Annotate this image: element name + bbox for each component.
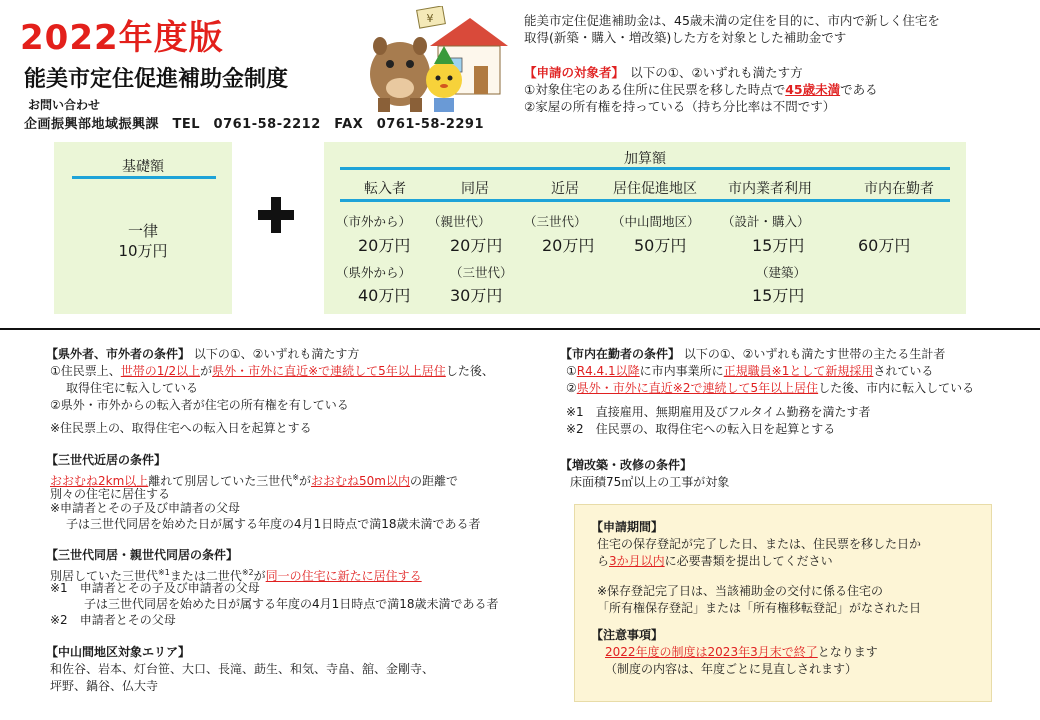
oc1-a: ①住民票上、 [50, 364, 121, 378]
co-sup1: ※1 [158, 568, 170, 577]
near-residence-heading: 【三世代近居の条件】 [46, 453, 167, 467]
row1-amount-area: 50万円 [634, 236, 687, 255]
col-head-cohabit: 同居 [461, 181, 489, 197]
nr-two-km: おおむね2km以上 [50, 474, 149, 488]
row1-amount-worker: 60万円 [858, 236, 911, 255]
application-note-1: ※保存登記完了日は、当該補助金の交付に係る住宅の [597, 584, 884, 598]
outsider-conditions-heading [46, 346, 359, 363]
row1-cond-nearby: （三世代） [524, 214, 587, 229]
notice-line-2: （制度の内容は、年度ごとに見直しされます） [605, 662, 858, 676]
ap2-three-months: 3か月以内 [609, 554, 665, 568]
mountain-area-heading: 【中山間地区対象エリア】 [46, 645, 191, 659]
svg-text:¥: ¥ [426, 12, 434, 25]
nr-sup: ※ [292, 473, 299, 482]
renovation-heading: 【増改築・改修の条件】 [560, 458, 693, 472]
near-residence-note-2: 子は三世代同居を始めた日が属する年度の4月1日時点で満18歳未満である者 [66, 517, 481, 531]
cohabit-note-2: 子は三世代同居を始めた日が属する年度の4月1日時点で満18歳未満である者 [84, 597, 499, 611]
addition-heading: 加算額 [624, 151, 666, 167]
target-heading [524, 64, 803, 81]
base-heading: 基礎額 [122, 159, 164, 175]
money-bill-icon [417, 6, 446, 28]
application-period-heading: 【申請期間】 [591, 520, 664, 534]
row1-amount-transfer: 20万円 [358, 236, 411, 255]
wc1-a: ① [566, 364, 577, 378]
cohabit-note-3: ※2 申請者とその父母 [50, 613, 176, 627]
cond1-post: である [840, 82, 878, 97]
outsider-heading-rest: 以下の①、②いずれも満たす方 [193, 347, 360, 361]
row2-cond-contractor: （建築） [756, 265, 807, 280]
cond1-pre: ①対象住宅のある住所に住民票を移した時点で [524, 82, 786, 97]
system-title: 能美市定住促進補助金制度 [24, 67, 289, 92]
wc2-a: ② [566, 381, 577, 395]
col-head-local-worker: 市内在勤者 [864, 181, 934, 197]
contact-info: 企画振興部地域振興課 TEL 0761-58-2212 FAX 0761-58-2291 [24, 117, 484, 132]
wc1-regular-staff: 正規職員※1として新規採用 [723, 364, 874, 378]
cohabit-note-1: ※1 申請者とその子及び申請者の父母 [50, 581, 260, 595]
co-a: 別居していた三世代 [50, 569, 159, 583]
worker-condition-2 [566, 380, 974, 397]
col-head-local-contractor: 市内業者利用 [728, 181, 812, 197]
near-residence-note-1: ※申請者とその子及び申請者の父母 [50, 501, 241, 515]
co-same-house: 同一の住宅に新たに居住する [265, 569, 422, 583]
outsider-heading-label: 【県外者、市外者の条件】 [46, 347, 191, 361]
row1-amount-cohabit: 20万円 [450, 236, 503, 255]
notice-line-1 [605, 644, 878, 661]
nr-fifty-m: おおむね50m以内 [311, 474, 410, 488]
outsider-condition-1-cont: 取得住宅に転入している [66, 381, 199, 395]
target-label: 【申請の対象者】 [524, 65, 618, 80]
wc2-c: した後、市内に転入している [818, 381, 975, 395]
mountain-area-list-2: 坪野、鍋谷、仏大寺 [50, 679, 159, 693]
cond1-age-limit: 45歳未満 [785, 82, 841, 97]
target-condition-1 [524, 81, 878, 98]
worker-condition-1 [566, 363, 933, 380]
nr-c: が [299, 474, 312, 488]
ap2-a: ら [597, 554, 610, 568]
row2-amount-cohabit: 30万円 [450, 286, 503, 305]
col-head-transfer: 転入者 [364, 181, 406, 197]
oc1-five-years: 県外・市外に直近※で連続して5年以上居住 [212, 364, 446, 378]
row2-amount-transfer: 40万円 [358, 286, 411, 305]
oc1-half-household: 世帯の1/2以上 [120, 364, 201, 378]
base-uniform-label: 一律 [127, 222, 158, 240]
notice-heading: 【注意事項】 [591, 628, 664, 642]
application-period-line-2 [597, 553, 833, 570]
co-c: が [253, 569, 266, 583]
renovation-line: 床面積75㎡以上の工事が対象 [570, 475, 730, 489]
co-sup2: ※2 [241, 568, 254, 577]
application-note-2: 「所有権保存登記」または「所有権移転登記」がなされた日 [597, 601, 922, 615]
base-amount-panel [54, 142, 232, 314]
col-head-promotion-area: 居住促進地区 [613, 181, 697, 197]
worker-note-1: ※1 直接雇用、無期雇用及びフルタイム勤務を満たす者 [566, 405, 871, 419]
worker-heading-rest: 以下の①、②いずれも満たす世帯の主たる生計者 [683, 347, 946, 361]
nr-b: 離れて別居していた三世代 [148, 474, 293, 488]
col-head-nearby: 近居 [551, 181, 579, 197]
year-title: 2022年度版 [20, 18, 224, 58]
ap2-c: に必要書類を提出してください [664, 554, 833, 568]
worker-heading-label: 【市内在勤者の条件】 [560, 347, 681, 361]
nr-e: の距離で [409, 474, 458, 488]
plus-icon [256, 195, 296, 235]
addition-top-divider [340, 167, 950, 170]
worker-note-2: ※2 住民票の、取得住宅への転入日を起算とする [566, 422, 836, 436]
addition-amount-panel [324, 142, 966, 314]
wc2-five-years: 県外・市外に直近※2で連続して5年以上居住 [576, 381, 819, 395]
wc1-e: されている [873, 364, 934, 378]
oc1-c: が [200, 364, 213, 378]
row1-cond-transfer: （市外から） [336, 214, 412, 229]
notice-end-date: 2022年度の制度は2023年3月末で終了 [605, 645, 818, 659]
wc1-c: に市内事業所に [639, 364, 724, 378]
addition-header-divider [340, 199, 950, 202]
row1-amount-nearby: 20万円 [542, 236, 595, 255]
outsider-condition-2: ②県外・市外からの転入者が住宅の所有権を有している [50, 398, 349, 412]
base-amount: 10万円 [118, 242, 168, 260]
cohabit-heading: 【三世代同居・親世代同居の条件】 [46, 548, 239, 562]
intro-line-2: 取得(新築・購入・増改築)した方を対象とした補助金です [524, 30, 847, 45]
inquiry-label: お問い合わせ [28, 98, 101, 112]
intro-line-1: 能美市定住促進補助金は、45歳未満の定住を目的に、市内で新しく住宅を [524, 13, 940, 28]
row1-amount-contractor: 15万円 [752, 236, 805, 255]
oc1-e: した後、 [445, 364, 494, 378]
row1-cond-cohabit: （親世代） [428, 214, 491, 229]
base-divider [72, 176, 216, 179]
worker-conditions-heading [560, 346, 945, 363]
row1-cond-area: （中山間地区） [612, 214, 700, 229]
mascot-illustration [360, 6, 510, 118]
application-period-line-1: 住宅の保存登記が完了した日、または、住民票を移した日か [597, 537, 922, 551]
wc1-date: R4.4.1以降 [576, 364, 640, 378]
section-divider [0, 328, 1040, 330]
application-notice-box [574, 504, 992, 702]
co-b: または二世代 [169, 569, 242, 583]
row2-cond-cohabit: （三世代） [450, 265, 513, 280]
mountain-area-list-1: 和佐谷、岩本、灯台笹、大口、長滝、莇生、和気、寺畠、舘、金剛寺、 [50, 662, 435, 676]
row1-cond-contractor: （設計・購入） [722, 214, 810, 229]
target-rest: 以下の①、②いずれも満たす方 [617, 65, 803, 80]
outsider-condition-1 [50, 363, 494, 380]
near-residence-line-2: 別々の住宅に居住する [50, 487, 171, 501]
target-condition-2: ②家屋の所有権を持っている（持ち分比率は不問です） [524, 99, 836, 114]
outsider-note: ※住民票上の、取得住宅への転入日を起算とする [50, 421, 312, 435]
row2-cond-transfer: （県外から） [336, 265, 412, 280]
row2-amount-contractor: 15万円 [752, 286, 805, 305]
notice-l1-b: となります [817, 645, 878, 659]
